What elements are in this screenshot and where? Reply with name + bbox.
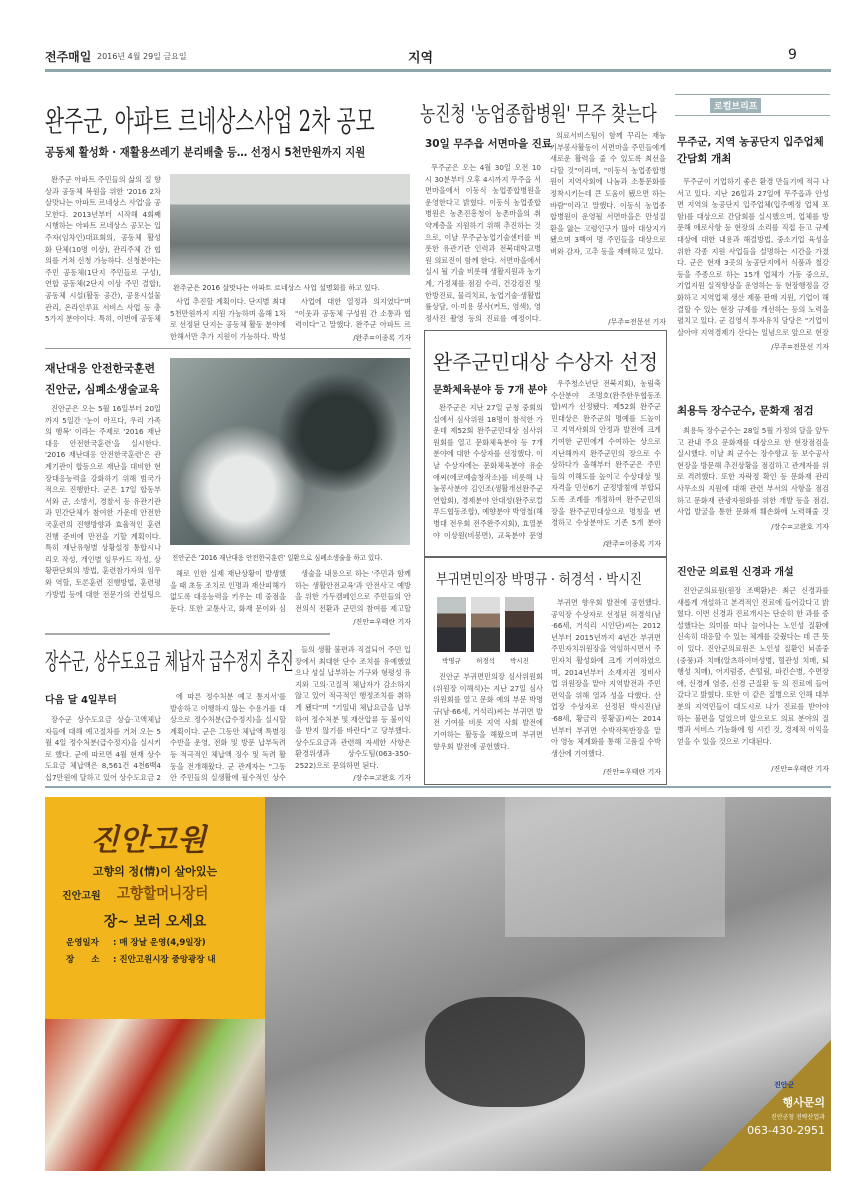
ad-date-value: : 매 장날 운영(4,9일장) <box>113 938 206 948</box>
water-byline: /장수=고완호 기자 <box>353 774 411 782</box>
ad-line1: 고향의 정(情)이 살아있는 <box>92 865 218 878</box>
market-building <box>505 797 725 937</box>
portrait-name: 허경석 <box>476 657 495 665</box>
ad-food-photo <box>45 1019 265 1171</box>
lead-col2: 사업 추진할 계획이다. 단지별 최대 5천만원까지 지원 가능하며 올해 1차로 선정된 단지는 공동체 활동 분야에 한해서만 추가 지원이 가능하다. 박성 <box>170 297 286 341</box>
portrait-photo <box>437 597 466 652</box>
contact-phone: 063-430-2951 <box>747 1124 825 1137</box>
brief2-headline: 최용득 장수군수, 문화재 점검 <box>677 405 814 417</box>
paper-name: 전주매일 <box>45 50 92 64</box>
portrait-name: 박명규 <box>442 657 461 665</box>
header-rule <box>45 69 831 72</box>
lead-caption: 완주군은 2016 살맛나는 아파트 르네상스 사업 설명회를 하고 있다. <box>173 284 380 292</box>
award-col1: 완주군은 지난 27일 군청 중회의실에서 심사위원 18명이 참석한 가운데 제52회 완주군민대상 심사위원회를 열고 문화체육분야 등 7개 분야에 대한 수상자를 선정했다. 이날 수상자에는 문화체육분야 유순애씨(에코예술창작소)를 비롯해 나눔봉사분야 김인조(생활개선완주군연합회), 경제분야 안대성(완주로컬푸드협동조합), 예향분야 박영철(해병대 전우회 전주완주지회), 효열분야 이상원(비봉면), 교육분야 문영 <box>433 403 543 540</box>
divider <box>675 94 830 95</box>
disaster-headline1: 재난대응 안전한국훈련 <box>45 362 156 375</box>
ad-place-label: 장 소 <box>66 955 100 965</box>
disaster-col1: 진안군은 오는 5월 16일부터 20일까지 5일간 '눈이 아프다, 우리 가족의 행복' 이라는 주제로 '2016 재난대응 안전한국훈련'을 실시한다. '2016 재난대응 안전한국훈련'은 관계기관이 합동으로 재난을 대비한 현장대응능력을 강화하기 위해 범국가적으로 진행한다. 군은 17일 합동부서와 군, 소방서, 경찰서 등 유관기관과 민간단체가 참여한 가운데 안전한국훈련의 진행방향과 효율적인 훈련 진행 준비에 만전을 기할 계획이다. 특히 재난유형별 상황설정 통합시나리오 작성, 개인별 임무카드 작성, 상황판단회의 방법, 훈련참가자의 임무와 역할, 토론훈련 진행방법, 훈련평가방법 등에 대한 전문가의 컨설팅으 <box>45 404 161 599</box>
rda-col2: 의료서비스팀이 함께 꾸리는 재능기부봉사활동이 서면마을 주민들에게 새로운 활력을 줄 수 있도록 최선을 다할 것"이라며, "이동식 농업종합병원이 지역사회에 나눔과 소통문화를 정착시키는데 큰 도움이 됐으면 하는 바람"이라고 말했다. 이동식 농업종합병원이 운영될 서면마을은 만성질환을 앓는 고령인구가 많아 대상지가 됐으며 3백여 명 주민들을 대상으로 벼와 감자, 고추 등을 재배하고 있다. <box>550 131 666 256</box>
bugwi-col1: 진안군 부귀면민의장 심사위원회(위원장 이해석)는 지난 27일 심사위원회를 열고 문화 예의 부문 박명규(남·66세, 거석리)씨는 부귀면 발전 기여를 비롯 지역 사회 발전에 기여하는 활동을 해왔으며 부귀면 향우회 발전에 공헌했다. <box>433 672 543 751</box>
award-col2: 우주청소년단 전북지회), 농림축수산분야 조명호(완주한우협동조합)씨가 선정됐다. 제52회 완주군민대상은 완주군의 명예를 드높이고 지역사회의 안정과 발전에 크게 기여한 군민에게 수여하는 상으로 지난해까지 완주군민의 장으로 수상하다가 올해부터 완주군은 주민들의 이해도를 높이고 수상대상 및 자격을 민선6기 군정방침에 부합되도록 조례를 개정하여 완주군민의장을 완주군민대상으로 명칭을 변경하고 수상분야도 기존 5개 분야 <box>551 379 661 528</box>
brief1-headline: 무주군, 지역 농공단지 입주업체 간담회 개최 <box>677 136 824 165</box>
portrait-name: 박시진 <box>510 657 529 665</box>
portrait-photo <box>471 597 500 652</box>
divider <box>45 633 330 635</box>
divider <box>45 348 411 349</box>
water-col2: 에 따른 정수처분 예고 통지서'를 발송하고 이행하지 않는 수용가를 대상으로 정수처분(급수정지)을 실시할 계획이다. 군은 그동안 체납액 특별징수반을 운영, 전화 및 방문 납부독려 등 적극적인 체납액 징수 및 독려 활동을 전개해왔다. 군 관계자는 "그동안 주민들의 실생활에 필수적인 상수 <box>170 692 286 783</box>
contact-dept: 진안군청 전략산업과 <box>770 1114 825 1121</box>
bugwi-title: 부귀면민의장 박명규 · 허경석 · 박시진 <box>436 572 642 588</box>
ad-line3: 장~ 보러 오세요 <box>103 914 207 930</box>
ad-date-label: 운영일자 <box>66 938 99 948</box>
issue-date: 2016년 4월 29일 금요일 <box>97 52 187 61</box>
ad-line2a: 진안고원 <box>62 891 101 902</box>
disaster-col3: 생술을 내용으로 하는 '주민과 함께하는 생활안전교육'과 안전사고 예방을 위한 가두캠페인으로 주민들의 안전의식 전환과 군민의 참여를 제고할 <box>295 569 411 613</box>
award-subhead: 문화체육분야 등 7개 분야 <box>433 385 548 396</box>
section-label: 로컬브리프 <box>710 98 761 113</box>
bugwi-col2: 부귀면 향우회 발전에 공헌했다. 공익장 수상자로 선정된 허경석(남·66세, 거석리 시인단)씨는 2012년부터 2015년까지 4년간 부귀면 주민자치위원장을 역임하시면서 주민자치 활성화에 크게 기여하였으며, 2014년부터 소재지권 정비사업 위원장을 맡아 지역발전과 주민편익을 위해 열과 성을 다했다. 산업장 수상자로 선정된 박시진(남·68세, 황금리 봉황골)씨는 2014년부터 부귀면 수박작목반장을 맡아 영농 체계화를 통해 고품질 수박생산에 기여했다. <box>551 598 661 758</box>
page-number: 9 <box>788 47 797 63</box>
rda-subhead: 30일 무주읍 서면마을 진료 <box>425 138 553 150</box>
lead-subhead: 공동체 활성화 · 재활용쓰레기 분리배출 등… 선정시 5천만원까지 지원 <box>45 145 366 159</box>
brief2-body: 최용득 장수군수는 28일 5월 가정의 달을 앞두고 관내 주요 문화재를 대상으로 한 현장점검을 실시했다. 이날 최 군수는 장수향교 등 보수공사 현장을 방문해 추진상황을 점검하고 관계자를 위로 격려했다. 또한 자락정 확인 등 문화재 관리 사무소의 지원에 대해 관련 부서의 사항을 점검하고 문화재 관광자원화를 위한 개발 등을 점검, 사업 발굴을 통한 문화재 훼손화에 노력해줄 것 <box>677 426 829 517</box>
ad-rule <box>45 786 831 788</box>
lead-col3: 사업에 대한 열정과 의지였다"며 "이웃과 공동체 구성원 간 소통과 협력이다"고 말했다. 완주군 아파트 르 <box>295 297 411 330</box>
brief3-body: 진안군의료원(원장 조백환)은 최근 신경과를 새롭게 개설하고 본격적인 진료에 들어갔다고 밝혔다. 이번 신경과 진료개시는 단순히 한 과를 증설했다는 의미를 떠나 늘어나는 노인성 질환에 신속히 대응할 수 있는 체계를 갖췄다는 데 큰 뜻이 있다. 진안군의료원은 노인성 질환인 뇌졸중(중풍)과 치매(알츠하이머성병, 혈관성 치매, 퇴행성 치매), 어지럼증, 손떨림, 파킨슨병, 수면장애, 신경계 염증, 신경 근질환 등 의 진료에 들어갔다고 밝혔다. 또한 이 같은 질병으로 인해 대부분의 지역민들이 대도시로 나가 진료를 받아야 하는 불편을 덜었으며 앞으로도 의료 분야의 질병과 서비스 기능화에 힘 시킨 것, 경제적 이익을 얻을 수 있을 것으로 기대된다. <box>677 586 829 746</box>
disaster-col2: 해로 인한 실제 재난상황이 발생했을 때 초동 조치로 인명과 재산피해가 없도록 대응능력을 키우는 데 중점을 둔다. 또한 교통사고, 화재 문이와 심 <box>170 569 286 613</box>
disaster-headline2: 진안군, 심폐소생술교육 <box>45 383 160 396</box>
water-subhead: 다음 달 4일부터 <box>45 695 117 706</box>
bugwi-byline: /진안=우태란 기자 <box>603 768 661 776</box>
lead-col1: 완주군 아파트 주민들의 삶의 질 향상과 공동체 복원을 위한 '2016 2차 살맛나는 아파트 르네상스 사업'을 공모한다. 2013년부터 시작해 4회째 시행하는 아파트 르네상스 공모는 입주자(임차인)대표회의, 공동체 활성화 단체(10명 이상), 관리주체 간 협의를 거쳐 신청 가능하다. 신청분야는 주민 공동체(1단지 주민들로 구성), 연합 공동체(2단지 이상 주민 결합), 공동체 시설(활동 공간), 공용시설물 관리, 온라인루표 서비스 사업 등 총 5가지 분야이다. 특히, 이번에 공동체 <box>45 175 161 324</box>
brief1-byline: /무주=전문선 기자 <box>771 343 829 351</box>
lead-photo <box>170 174 410 275</box>
water-headline: 장수군, 상수도요금 체납자 급수정지 추진 <box>45 649 294 675</box>
lead-headline: 완주군, 아파트 르네상스사업 2차 공모 <box>45 104 375 138</box>
brief3-byline: /진안=우태란 기자 <box>771 765 829 773</box>
award-title: 완주군민대상 수상자 선정 <box>432 350 659 374</box>
water-col1: 장수군 상수도요금 상습·고액체납자들에 대해 예고절차를 거쳐 오는 5월 4일 정수처분(급수정지)을 실시키로 했다. 군에 따르면 4월 현재 상수도요금 체납액은 8,561건 4천6백4십7만원에 달하고 있어 상수도요금 2 <box>45 715 161 782</box>
brief1-body: 무주군이 기업하기 좋은 환경 만들기에 적극 나서고 있다. 지난 26일과 27일에 무주읍과 안성면 지역의 농공단지 입주업체(입주예정 업체 포함)를 대상으로 간담회를 실시했으며, 업체를 방문해 애로사항 등 현장의 소리를 직접 듣고 규제 대상에 대한 내용과 해결방법, 중소기업 육성을 위한 각종 지원 사업들을 설명하는 시간을 가졌다. 군은 현재 3곳의 농공단지에서 식품과 철강 등을 주종으로 하는 15개 업체가 가동 중으로, 기업지원 실적향상을 운영하는 등 현장행정을 강화하고 지역업체 생산 제품 판매 지원, 기업이 해결할 수 있는 현장 규제를 개선하는 등의 노력을 펼치고 있다. 군 김영식 투자유치 담당은 "기업이 살아야 지역경제가 산다는 일념으로 앞으로 현장 <box>677 177 829 337</box>
award-byline: /완주=이종록 기자 <box>603 540 661 548</box>
portrait-photo <box>505 597 534 652</box>
brief2-byline: /장수=고완호 기자 <box>771 523 829 531</box>
lead-byline: /완주=이종록 기자 <box>353 334 411 342</box>
rda-col1: 무주군은 오는 4월 30일 오전 10시 30분부터 오후 4시까지 무주읍 서면마을에서 이동식 농업종합병원을 운영한다고 밝혔다. 이동식 농업종합병원은 농촌진흥청이 농촌마을의 취약계층을 지원하기 위해 추진하는 것으로, 이날 무주군농업기술센터를 비롯한 유관기관 인력과 전북대학교병원 의료진이 함께 한다. 서면마을에서 실시 될 기술 비롯해 생활지원과 농기계, 가정체를 점검 수리, 건강검진 및 한방진료, 물리치료, 농업기술·생활법률상담, 이·미용 봉사(커트, 염색), 영정사진 촬영 등의 진료를 예정이다. <box>425 163 541 323</box>
rda-headline: 농진청 '농업종합병원' 무주 찾는다 <box>420 102 657 126</box>
section-name: 지역 <box>408 51 434 66</box>
ad-logo: 진안고원 <box>90 823 206 858</box>
water-col3: 들의 생활 불편과 직결되어 주민 입장에서 최대한 단수 조치를 유예했었으나 성실 납부하는 가구와 형평성 유지와 고의·고질적 체납자가 감소하지 않고 있어 적극적인 행정조치를 취하게 됐다"며 "기일내 체납요금을 납부하여 정수처분 및 재산압류 등 불이익을 받지 않기를 바란다"고 당부했다. 상수도요금과 관련해 자세한 사항은 환경위생과 상수도팀(063-350-2522)으로 문의하면 된다. <box>295 645 411 770</box>
disaster-caption: 진안군은 '2016 재난대응 안전한국훈련' 일환으로 심폐소생술을 하고 있다. <box>172 554 383 562</box>
ad-place-value: : 진안고원시장 중앙광장 내 <box>113 955 216 965</box>
ad-line2b: 고향할머니장터 <box>117 884 209 902</box>
rda-byline: /무주=전문선 기자 <box>608 318 666 326</box>
divider <box>675 115 830 116</box>
brief3-headline: 진안군 의료원 신경과 개설 <box>677 567 794 578</box>
vendor-figure <box>425 997 585 1107</box>
disaster-photo <box>170 358 410 545</box>
contact-title: 행사문의 <box>782 1096 825 1109</box>
county-emblem-icon: 진안군 <box>774 1081 795 1089</box>
disaster-byline: /진안=우태란 기자 <box>353 618 411 626</box>
